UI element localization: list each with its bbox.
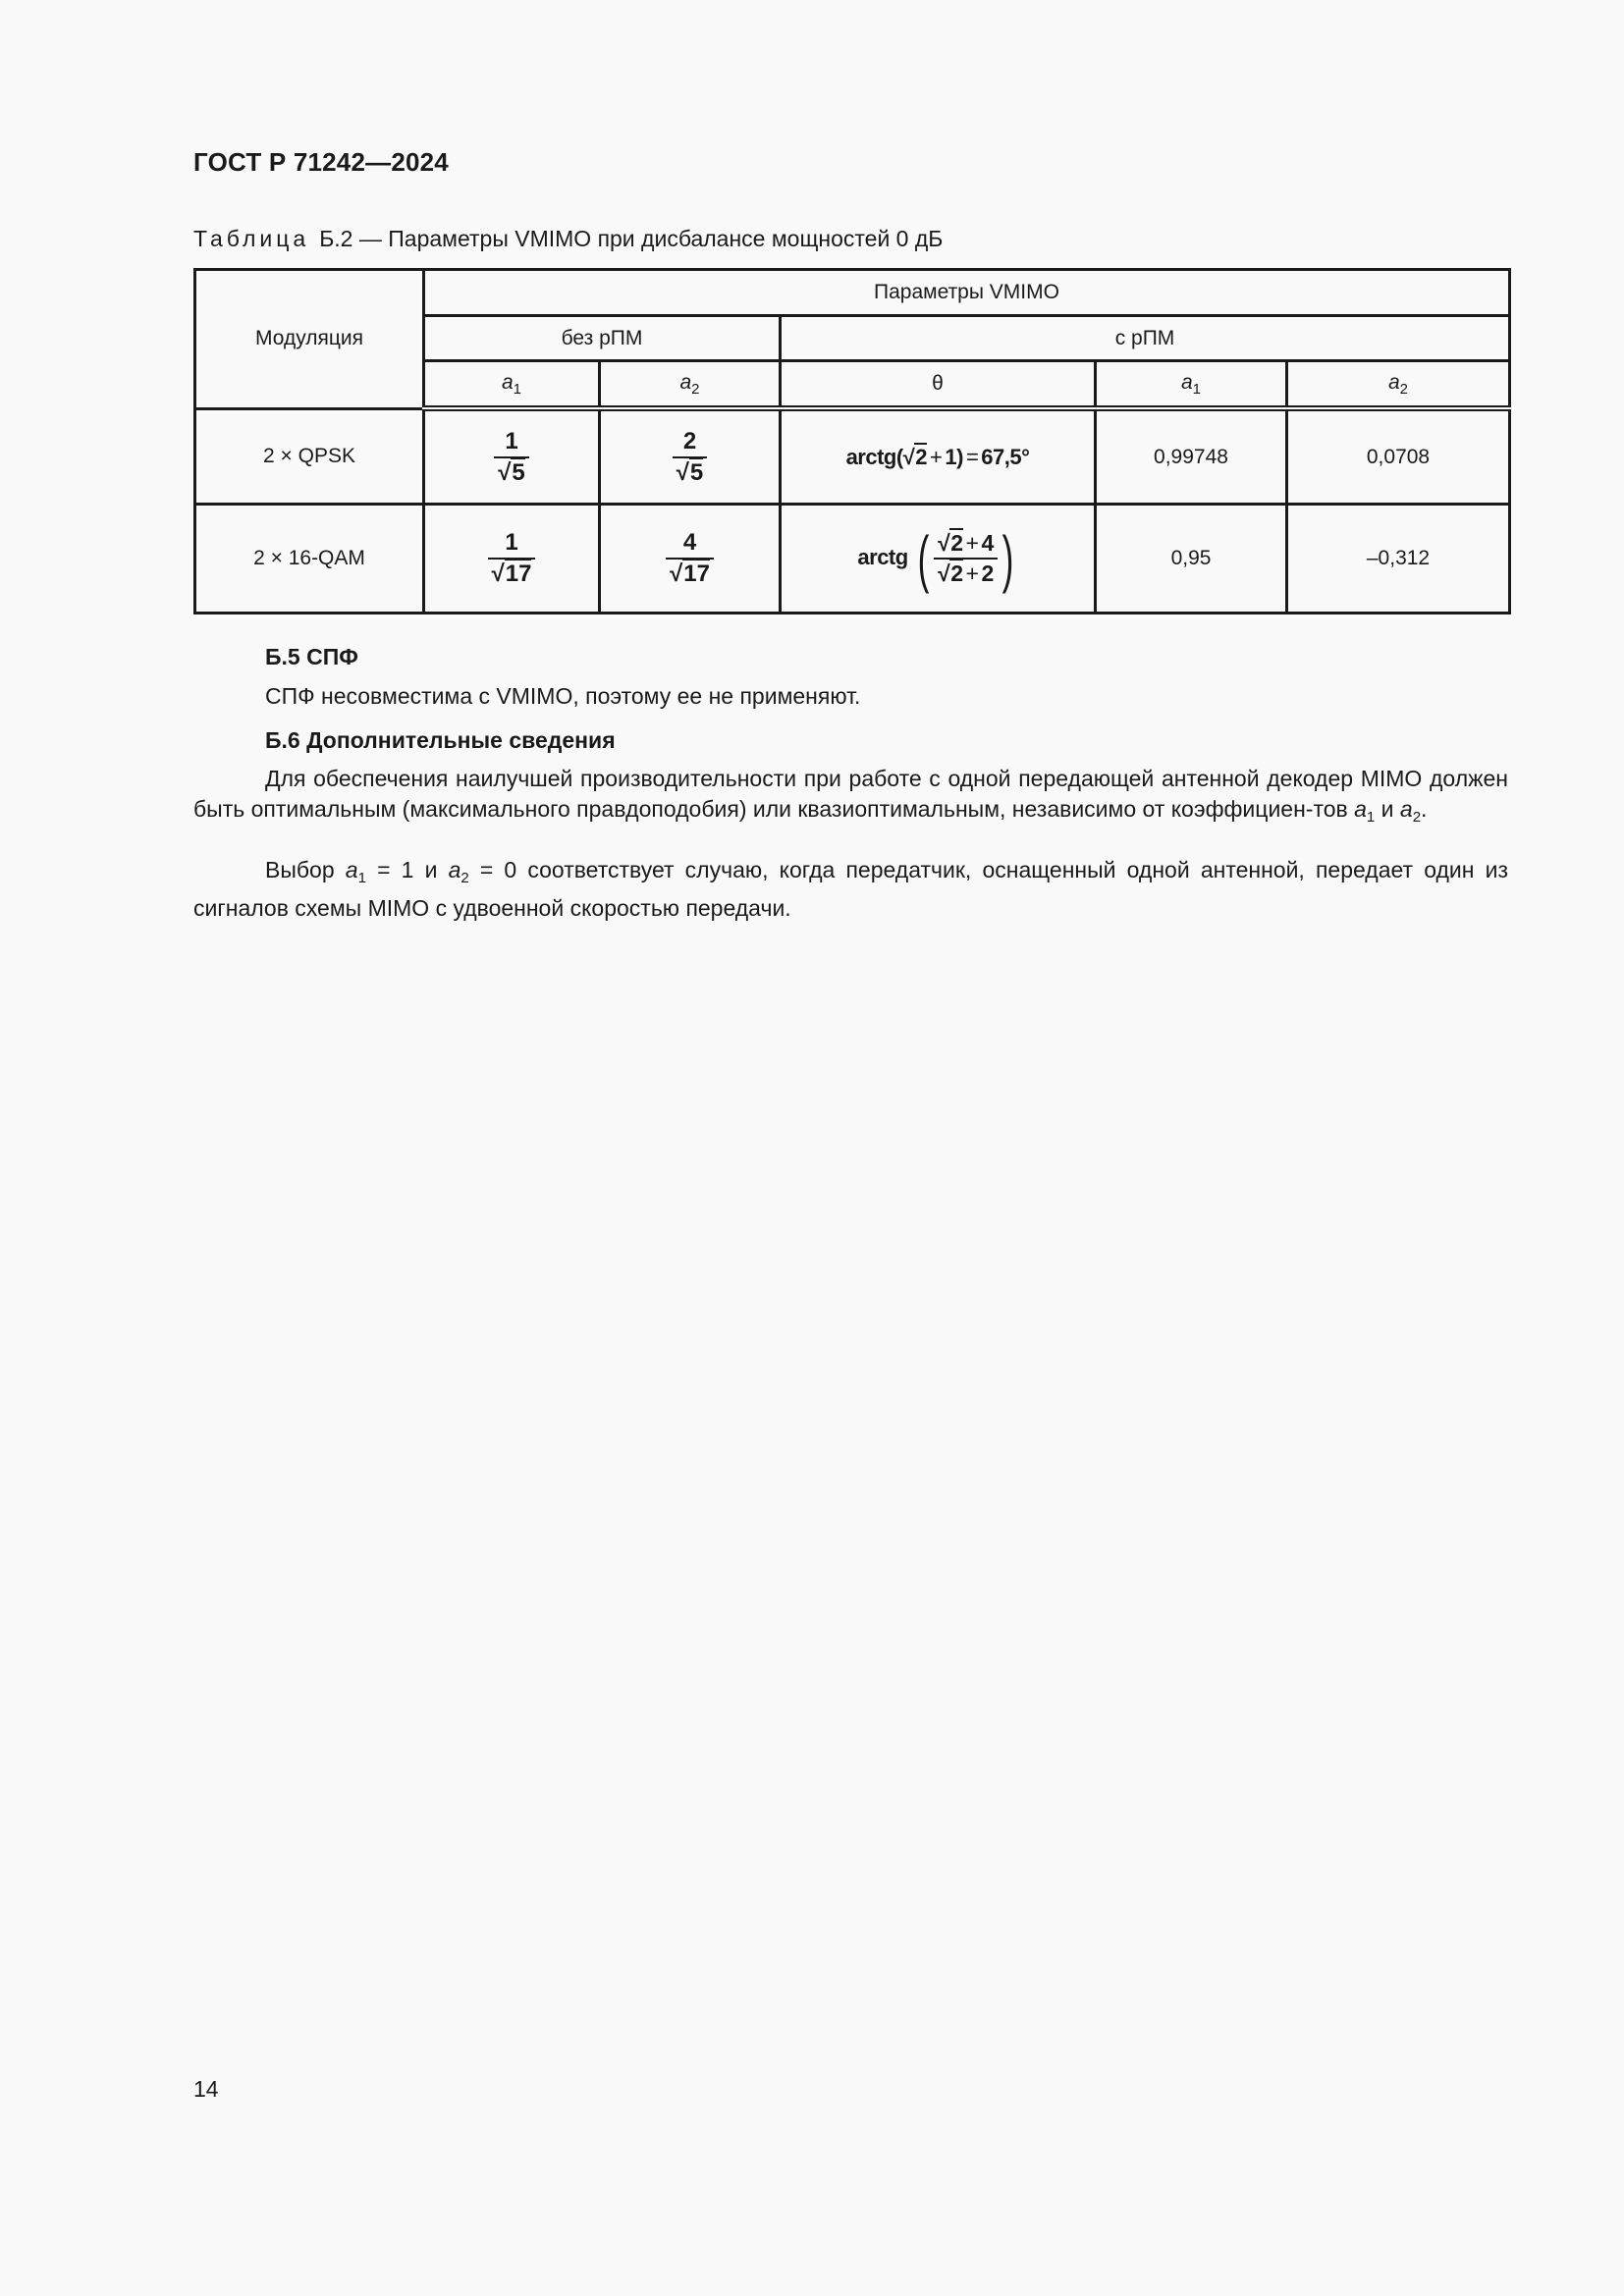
header-with-rpm: с рПМ xyxy=(781,316,1510,361)
theta-formula: arctg ( $\frac{√2 + 4}{√2 + 2}$ ) xyxy=(857,523,1013,594)
cell-theta xyxy=(781,505,1096,614)
table-caption-text: Б.2 — Параметры VMIMO при дисбалансе мощностей 0 дБ xyxy=(319,226,944,251)
cell-modulation: 2 × 16-QAM xyxy=(195,505,424,614)
cell-a1-with: 0,95 xyxy=(1096,505,1287,614)
section-b6-paragraph-2: Выбор $a_1 = 1$ и $a_2 = 0$ соответствует случаю, когда передатчик, оснащенный одной антенной, передает один из сигналов схемы MIMO с удвоенной скоростью передачи. xyxy=(193,857,1508,921)
header-params-group: Параметры VMIMO xyxy=(424,270,1510,316)
section-b6-heading: Б.6 Дополнительные сведения xyxy=(265,727,616,753)
table-row xyxy=(195,408,1510,505)
table-row xyxy=(195,505,1510,614)
cell-a1-without xyxy=(424,408,600,505)
table-caption-word: Таблица xyxy=(193,226,310,251)
theta-formula: arctg(√2 + 1) = 67,5° xyxy=(845,444,1030,469)
section-b6-paragraph-1: Для обеспечения наилучшей производительности при работе с одной передающей антенной декодер MIMO должен быть оптимальным (максимального правдоподобия) или квазиоптимальным, независимо от коэффициен-тов $a_1$ и $a_2$. xyxy=(193,766,1508,826)
header-modulation: Модуляция xyxy=(195,270,424,409)
header-a2-without: $a_2$ xyxy=(600,361,781,409)
cell-modulation: 2 × QPSK xyxy=(195,408,424,505)
cell-a2-without xyxy=(600,505,781,614)
fraction: $\frac{1}{√5}$ xyxy=(494,430,529,485)
header-theta: θ xyxy=(781,361,1096,409)
page-number: 14 xyxy=(193,2076,219,2102)
fraction: $\frac{4}{√17}$ xyxy=(666,531,714,586)
section-b5-text: СПФ несовместима с VMIMO, поэтому ее не применяют. xyxy=(265,683,861,709)
vmimo-params-table xyxy=(193,268,1511,614)
header-a2-with: $a_2$ xyxy=(1287,361,1510,409)
header-a1-with: $a_1$ xyxy=(1096,361,1287,409)
table-caption xyxy=(193,226,943,252)
cell-a2-with: 0,0708 xyxy=(1287,408,1510,505)
cell-a1-without xyxy=(424,505,600,614)
standard-id-header: ГОСТ Р 71242—2024 xyxy=(193,147,449,177)
header-without-rpm: без рПМ xyxy=(424,316,781,361)
header-a1-without: $a_1$ xyxy=(424,361,600,409)
header-row-1 xyxy=(195,270,1510,316)
fraction: $\frac{1}{√17}$ xyxy=(488,531,536,586)
section-b5-heading: Б.5 СПФ xyxy=(265,644,358,669)
cell-a2-with: –0,312 xyxy=(1287,505,1510,614)
fraction: $\frac{2}{√5}$ xyxy=(673,430,708,485)
cell-theta xyxy=(781,408,1096,505)
cell-a1-with: 0,99748 xyxy=(1096,408,1287,505)
cell-a2-without xyxy=(600,408,781,505)
